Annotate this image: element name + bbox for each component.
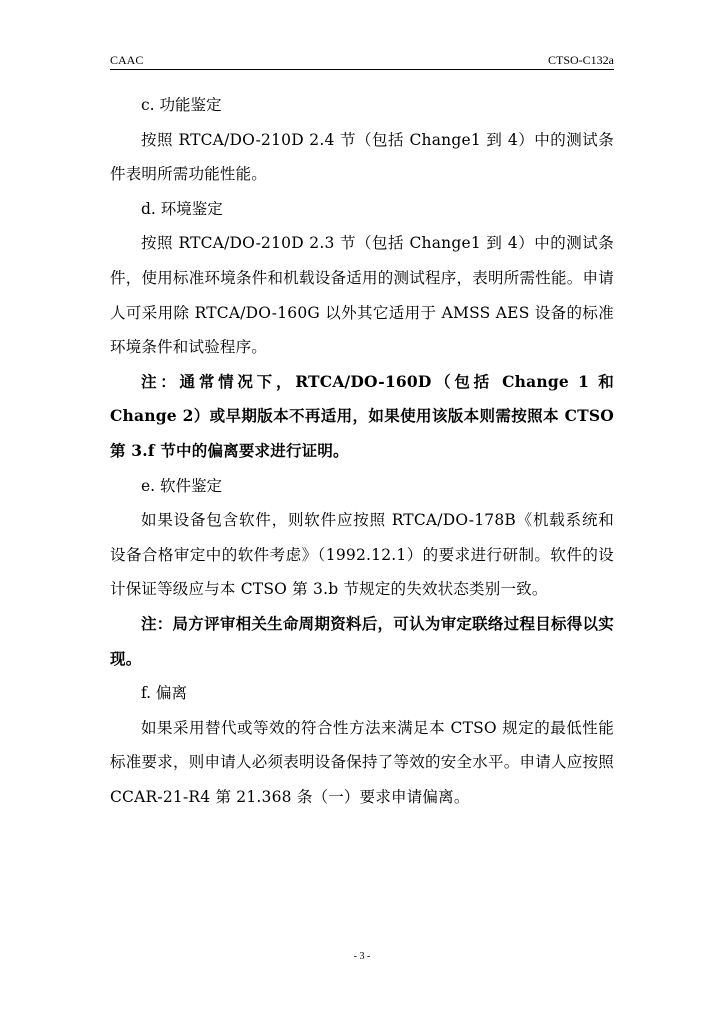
header-doc-id: CTSO-C132a: [548, 53, 614, 67]
section-heading-deviation: f. 偏离: [141, 684, 188, 703]
paragraph-function-qualification: 按照 RTCA/DO-210D 2.4 节（包括 Change1 到 4）中的测试条件表明所需功能性能。: [110, 130, 614, 184]
page-number: - 3 -: [353, 951, 371, 962]
note-lifecycle-review: 注：局方评审相关生命周期资料后，可认为审定联络过程目标得以实现。: [110, 613, 614, 668]
header-org: CAAC: [110, 53, 144, 67]
paragraph-software-qualification: 如果设备包含软件，则软件应按照 RTCA/DO-178B《机载系统和设备合格审定中的软件考虑》（1992.12.1）的要求进行研制。软件的设计保证等级应与本 CTSO 第 3.b 节规定的失效状态类别一致。: [110, 511, 614, 599]
page-header: [110, 52, 614, 68]
document-body: [110, 88, 614, 814]
paragraph-environment-qualification: 按照 RTCA/DO-210D 2.3 节（包括 Change1 到 4）中的测试条件，使用标准环境条件和机载设备适用的测试程序，表明所需性能。申请人可采用除 RTCA/DO-160G 以外其它适用于 AMSS AES 设备的标准环境条件和试验程序。: [110, 234, 614, 357]
section-heading-function: c. 功能鉴定: [141, 96, 222, 114]
paragraph-deviation: 如果采用替代或等效的符合性方法来满足本 CTSO 规定的最低性能标准要求，则申请人必须表明设备保持了等效的安全水平。申请人应按照 CCAR-21-R4 第 21.368 条（一）要求申请偏离。: [110, 718, 614, 806]
header-divider: [110, 69, 614, 70]
section-heading-software: e. 软件鉴定: [141, 476, 223, 495]
section-heading-environment: d. 环境鉴定: [141, 199, 223, 218]
note-do160d: 注：通常情况下，RTCA/DO-160D（包括 Change 1 和 Change 2）或早期版本不再适用，如果使用该版本则需按照本 CTSO 第 3.f 节中的偏离要求进行证明。: [110, 371, 614, 460]
